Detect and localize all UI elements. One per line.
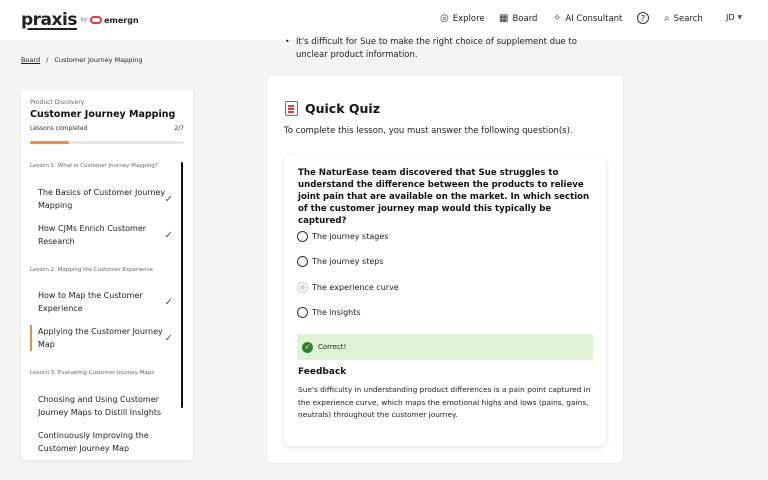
top-navigation-bar: [0, 0, 768, 40]
praxis-logo[interactable]: [21, 10, 139, 30]
check-icon: ✓: [164, 333, 173, 344]
answer-option[interactable]: [297, 231, 388, 242]
breadcrumb-separator: /: [46, 56, 49, 64]
bullet-marker: •: [285, 37, 290, 46]
check-icon: ✓: [164, 230, 173, 241]
lesson-text-line: It's difficult for Sue to make the right choice of supplement due to: [296, 37, 577, 47]
check-icon: ✓: [164, 297, 173, 308]
radio-button-selected[interactable]: [297, 282, 308, 293]
quiz-instructions: To complete this lesson, you must answer the following question(s).: [284, 126, 573, 136]
correct-label: Correct!: [318, 343, 347, 351]
question-text: The NaturEase team discovered that Sue struggles to understand the difference between the products to relieve joint pain that are available on the market. In which section of the customer journey map would this typically be captured?: [298, 168, 590, 226]
help-icon: ?: [640, 13, 646, 23]
chevron-down-icon: ▼: [737, 14, 743, 21]
breadcrumb-board-link[interactable]: Board: [21, 56, 41, 64]
quiz-clipboard-icon: [285, 101, 298, 116]
answer-label: The journey stages: [312, 232, 389, 241]
course-progress-bar: [30, 141, 184, 144]
lessons-completed-count: 2/7: [174, 125, 184, 132]
logo-by-text: by: [80, 17, 88, 23]
nav-search[interactable]: [664, 13, 703, 24]
nav-search-label: Search: [673, 13, 703, 24]
help-button[interactable]: [637, 12, 649, 24]
nav-explore-label: Explore: [452, 13, 485, 24]
answer-label: The insights: [312, 308, 361, 317]
nav-ai-label: AI Consultant: [565, 13, 623, 24]
nav-ai-consultant[interactable]: [553, 13, 622, 24]
sidebar-scrollbar[interactable]: [181, 162, 183, 408]
sidebar-lesson-item[interactable]: [30, 289, 180, 315]
emergn-logo-icon: [90, 16, 102, 24]
correct-answer-banner: [297, 334, 593, 360]
sidebar-lesson-item[interactable]: [30, 429, 180, 455]
checkmark-circle-icon: ✓: [302, 342, 313, 353]
emergn-wordmark: emergn: [104, 15, 139, 25]
check-icon: ✓: [164, 194, 173, 205]
course-title: Customer Journey Mapping: [30, 109, 176, 120]
answer-option-selected[interactable]: [297, 282, 399, 293]
lesson-text-line: unclear product information.: [296, 50, 418, 60]
radio-button[interactable]: [297, 256, 308, 267]
lesson-label: Choosing and Using Customer Journey Maps to Distill Insights: [38, 395, 162, 417]
nav-explore[interactable]: [440, 13, 485, 24]
answer-option[interactable]: [297, 256, 384, 267]
sparkle-icon: ✧: [553, 13, 562, 24]
lesson-label: How CJMs Enrich Customer Research: [38, 224, 147, 246]
section-heading-lesson-3: Lesson 3: Evaluating Customer Journey Maps: [30, 370, 155, 376]
sidebar-lesson-item[interactable]: [30, 222, 180, 248]
sidebar-lesson-item[interactable]: [30, 393, 180, 419]
lesson-label: Applying the Customer Journey Map: [38, 327, 163, 349]
feedback-text: Sue's difficulty in understanding product differences is a pain point captured in the experience curve, which maps the emotional highs and lows (pains, gains, neutrals) throughout the customer journey.: [298, 385, 591, 419]
lesson-label: Continuously Improving the Customer Journey Map: [38, 431, 149, 453]
board-icon: ▦: [499, 13, 509, 24]
feedback-heading: Feedback: [298, 367, 347, 377]
course-progress-fill: [30, 141, 69, 144]
logo-wordmark: praxis: [21, 10, 77, 30]
user-menu[interactable]: [726, 13, 742, 22]
answer-label: The journey steps: [312, 257, 384, 266]
answer-label: The experience curve: [312, 283, 399, 292]
radio-button[interactable]: [297, 307, 308, 318]
answer-option[interactable]: [297, 307, 361, 318]
lessons-completed-label: Lessons completed: [30, 125, 88, 132]
nav-board-label: Board: [512, 13, 538, 24]
lesson-sidebar: [21, 90, 193, 460]
section-heading-lesson-1: Lesson 1: What is Customer Journey Mapping?: [30, 163, 158, 169]
sidebar-lesson-item[interactable]: [30, 186, 180, 212]
breadcrumb-current: Customer Journey Mapping: [54, 56, 143, 64]
user-initials: JD: [726, 13, 735, 22]
search-icon: ⌕: [664, 13, 670, 24]
quiz-title: Quick Quiz: [305, 101, 380, 116]
breadcrumb: [21, 56, 142, 64]
sidebar-lesson-item-active[interactable]: [30, 325, 180, 351]
compass-icon: ◎: [440, 13, 449, 24]
nav-board[interactable]: [499, 13, 537, 24]
question-card: [284, 156, 606, 446]
lesson-label: The Basics of Customer Journey Mapping: [38, 188, 166, 210]
radio-button[interactable]: [297, 231, 308, 242]
lesson-text-partial: [296, 36, 577, 62]
course-name: Product Discovery: [30, 99, 85, 106]
section-heading-lesson-2: Lesson 2: Mapping the Customer Experience: [30, 267, 154, 273]
lesson-label: How to Map the Customer Experience: [38, 291, 143, 313]
